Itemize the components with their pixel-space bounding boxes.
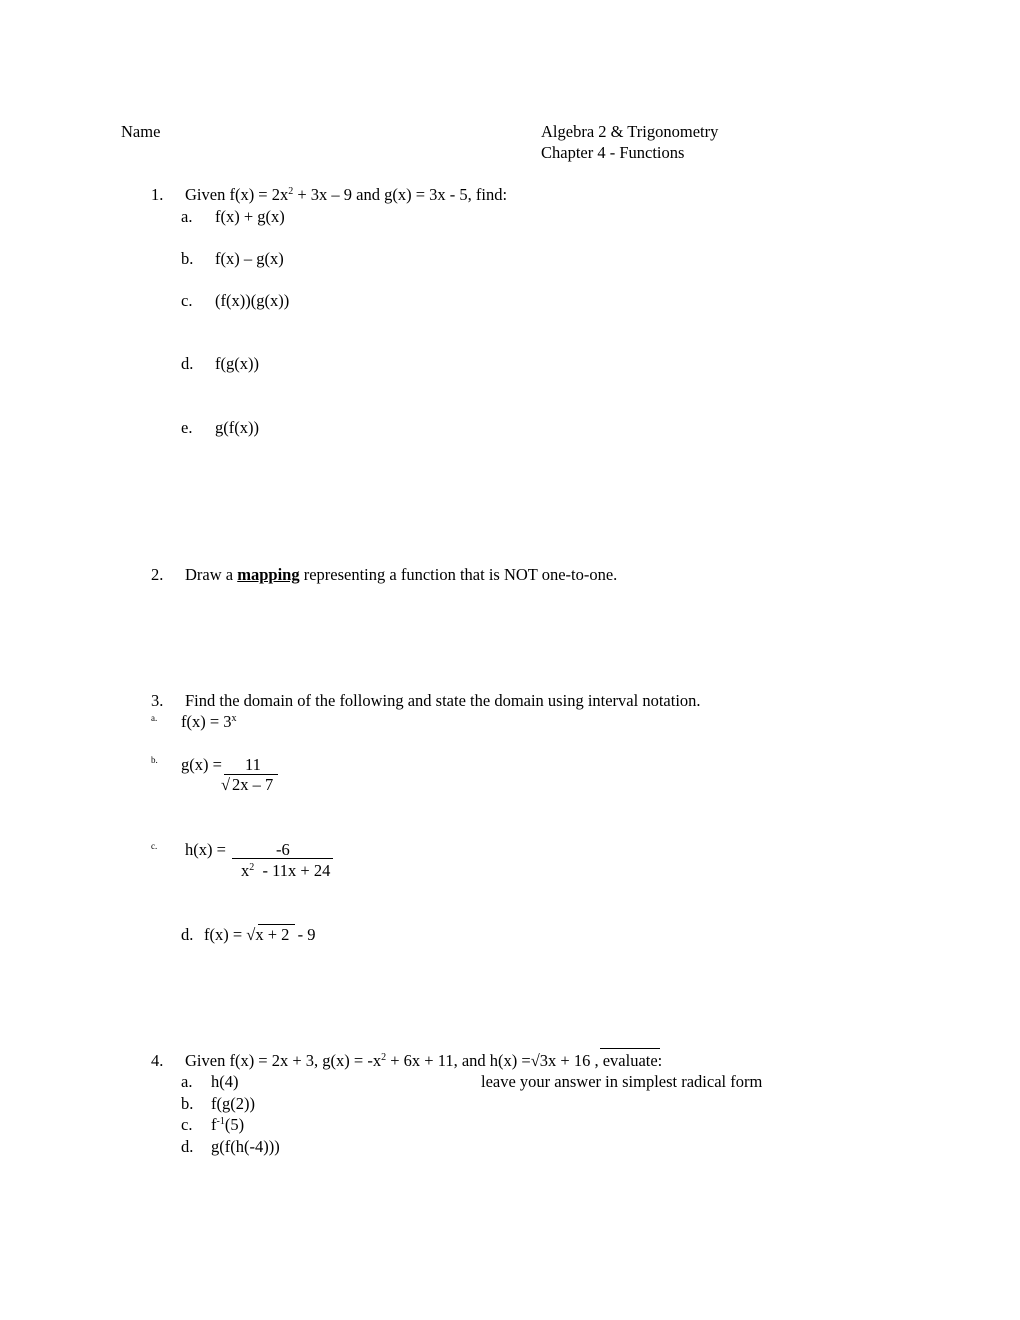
q3-part-c-letter: c. [151, 841, 158, 851]
q3-part-c-fraction-bar [232, 858, 333, 859]
q4-part-d-letter: d. [181, 1137, 194, 1156]
q4-part-b-letter: b. [181, 1094, 194, 1113]
q1-part-b-expr: f(x) – g(x) [215, 249, 284, 268]
q3-part-c-denominator: $x^2 - 11x + 24$ [241, 861, 331, 880]
q3-part-b-letter: b. [151, 755, 158, 765]
q1-prompt: Given $f(x) = 2x^2 + 3x - 9$ and g(x) = 3x - 5, find: [185, 185, 508, 204]
q1-part-e-expr: g(f(x)) [215, 418, 259, 437]
q4-note: leave your answer in simplest radical form [481, 1072, 763, 1091]
q1-part-a-expr: f(x) + g(x) [215, 207, 285, 226]
q4-part-a-expr: h(4) [211, 1072, 239, 1091]
q4-radical: √ [530, 1051, 540, 1070]
q1-part-a-letter: a. [181, 207, 193, 226]
q4-number: 4. [151, 1051, 164, 1070]
chapter-title: Chapter 4 - Functions [541, 143, 685, 162]
q3-part-a-letter: a. [151, 713, 158, 723]
q3-part-d-radicand: x + 2 [255, 925, 290, 944]
q2-prompt: Draw a mapping representing a function that is NOT one-to-one. [185, 565, 618, 584]
q4-radicand: 3x + 16 [539, 1051, 591, 1070]
q4-prompt: Given f(x) = 2x + 3, $g(x) = -x^2 + 6x + 11$, and h(x) =√3x + 16 , evaluate: [185, 1051, 663, 1070]
q3-part-c-numerator: -6 [276, 840, 290, 859]
q1-part-d-letter: d. [181, 354, 194, 373]
q4-vinculum [600, 1048, 660, 1049]
q3-prompt: Find the domain of the following and state the domain using interval notation. [185, 691, 701, 710]
mapping-emphasis: mapping [237, 565, 300, 584]
name-label: Name [121, 122, 161, 141]
course-title: Algebra 2 & Trigonometry [541, 122, 719, 141]
q1-part-e-letter: e. [181, 418, 193, 437]
q1-number: 1. [151, 185, 164, 204]
q2-number: 2. [151, 565, 164, 584]
q1-part-c-expr: (f(x))(g(x)) [215, 291, 290, 310]
q3-part-d-vinculum [258, 924, 295, 925]
q1-part-d-expr: f(g(x)) [215, 354, 259, 373]
q1-part-c-letter: c. [181, 291, 193, 310]
q4-part-b-expr: f(g(2)) [211, 1094, 255, 1113]
q4-part-c-letter: c. [181, 1115, 193, 1134]
q3-part-b-numerator: 11 [245, 755, 261, 774]
q4-part-d-expr: g(f(h(-4))) [211, 1137, 280, 1156]
q4-part-c-expr: $f^{-1}(5)$ [211, 1115, 245, 1134]
q3-part-d-expr: f(x) = √x + 2 - 9 [204, 925, 316, 944]
q3-part-d-radical: √ [246, 925, 256, 944]
q3-part-a-expr: $f(x) = 3^x$ [181, 712, 237, 731]
q3-part-c-lhs: h(x) = [185, 840, 226, 859]
q3-part-b-radical: √ [221, 775, 231, 794]
q1-part-b-letter: b. [181, 249, 194, 268]
q3-part-b-denominator: 2x – 7 [232, 775, 274, 794]
q3-part-d-letter: d. [181, 925, 194, 944]
q4-part-a-letter: a. [181, 1072, 193, 1091]
q3-part-b-lhs: g(x) = [181, 755, 222, 774]
q3-number: 3. [151, 691, 164, 710]
